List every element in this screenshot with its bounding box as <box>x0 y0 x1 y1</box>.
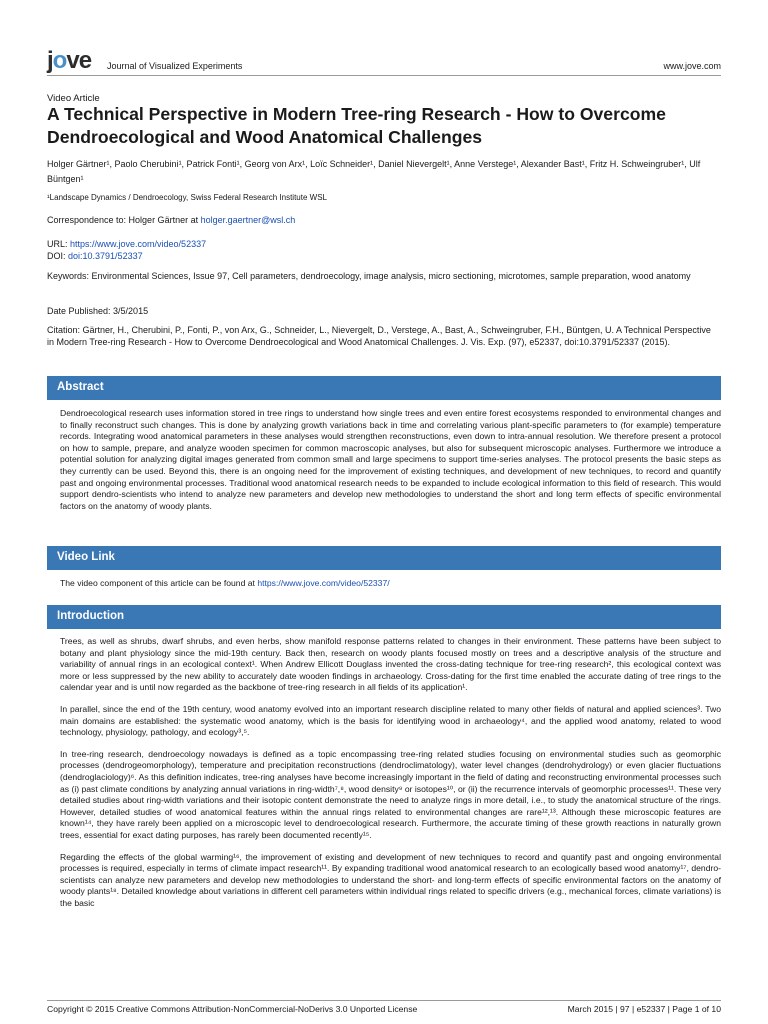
page-footer <box>47 1000 721 1014</box>
video-link-header: Video Link <box>47 546 721 570</box>
affiliation: ¹Landscape Dynamics / Dendroecology, Swiss Federal Research Institute WSL <box>47 193 327 202</box>
url-line: URL: https://www.jove.com/video/52337 <box>47 239 207 249</box>
article-type: Video Article <box>47 93 100 104</box>
date-published: Date Published: 3/5/2015 <box>47 306 149 316</box>
introduction-header: Introduction <box>47 605 721 629</box>
page-info: March 2015 | 97 | e52337 | Page 1 of 10 <box>567 1004 721 1014</box>
intro-paragraph-4: Regarding the effects of the global warming¹⁶, the improvement of existing and development of new techniques to record and quantify past and ongoing environmental processes is required, especially in terms of climate impact research¹¹. By expanding traditional wood anatomical research to an ecologically based wood anatomy¹⁷, dendro-scientists can analyze new parameters and develop new methodologies to understand the short- and long-term effects of specific environmental factors on the anatomy of woody plants¹⁸. Detailed knowledge about variations in different cell parameters within individual rings related to specific drivers (e.g., mechanical forces, climate variations) is the basic <box>60 851 721 908</box>
introduction-text <box>60 636 721 919</box>
abstract-header: Abstract <box>47 376 721 400</box>
citation: Citation: Gärtner, H., Cherubini, P., Fonti, P., von Arx, G., Schneider, L., Nievergelt, D., Verstege, A., Bast, A., Schweingruber, F.H., Büntgen, U. A Technical Perspective in Modern Tree-ring Research - How to Overcome Dendroecological and Wood Anatomical Challenges. J. Vis. Exp. (97), e52337, doi:10.3791/52337 (2015). <box>47 325 711 347</box>
copyright-notice: Copyright © 2015 Creative Commons Attribution-NonCommercial-NoDerivs 3.0 Unported License <box>47 1004 418 1014</box>
doi-line: DOI: doi:10.3791/52337 <box>47 251 143 261</box>
video-link-text: The video component of this article can be found at https://www.jove.com/video/52337/ <box>60 578 390 588</box>
jove-logo[interactable]: jove <box>47 47 92 74</box>
keywords: Keywords: Environmental Sciences, Issue 97, Cell parameters, dendroecology, image analysis, micro sectioning, microtomes, sample preparation, wood anatomy <box>47 271 691 281</box>
doi-link[interactable]: doi:10.3791/52337 <box>68 251 143 261</box>
journal-name: Journal of Visualized Experiments <box>107 61 243 71</box>
abstract-text: Dendroecological research uses information stored in tree rings to understand how single trees and even entire forest ecosystems responded to environmental changes and to finally reconstruct such changes. This is done by analyzing growth variations back in time and correlating various plant-specific parameters to (for example) temperature records. Integrating wood anatomical parameters in these analyses would strengthen reconstructions, even down to intra-annual resolution. We therefore present a protocol on how to sample, prepare, and analyze wooden specimen for common macroscopic analyses, but also for subsequent microscopic analyses. Furthermore we introduce a potential solution for analyzing digital images generated from common small and large specimens to support time-series analyses. The protocol presents the basic steps as they currently can be used. Beyond this, there is an ongoing need for the improvement of existing techniques, and development of new techniques, to record and quantify past and ongoing environmental processes. Traditional wood anatomical research needs to be expanded to include ecological information to this field of research. This would support dendro-scientists who intend to analyze new parameters and develop new methodologies to understand the short and long term effects of specific environmental factors on the anatomy of woody plants. <box>60 408 721 511</box>
article-title: A Technical Perspective in Modern Tree-ring Research - How to Overcome Dendroecological and Wood Anatomical Challenges <box>47 104 666 147</box>
video-url-link[interactable]: https://www.jove.com/video/52337/ <box>257 578 390 588</box>
intro-paragraph-1: Trees, as well as shrubs, dwarf shrubs, and even herbs, show manifold response patterns related to changes in their environment. These patterns have been subject to botany and plant physiology since the mid-19th century. Back then, research on woody plants focused mostly on trees and a descriptive analysis of the structure and variability of annual rings in an ecological context¹. When Andrew Ellicott Douglass invented the cross-dating technique for tree-ring research², this ecological context was more or less suppressed by the new ability to accurately date wooden findings in archaeology. Cross-dating for the first time enabled the accurate dating of tree rings to the calendar year and is until now regarded as the backbone of tree-ring research in all fields of its application¹. <box>60 636 721 693</box>
site-link[interactable]: www.jove.com <box>663 61 721 71</box>
correspondence: Correspondence to: Holger Gärtner at holger.gaertner@wsl.ch <box>47 215 296 225</box>
page-header <box>47 47 721 76</box>
author-list: Holger Gärtner¹, Paolo Cherubini¹, Patrick Fonti¹, Georg von Arx¹, Loïc Schneider¹, Daniel Nievergelt¹, Anne Verstege¹, Alexander Bast¹, Fritz H. Schweingruber¹, Ulf Büntgen¹ <box>47 159 701 184</box>
intro-paragraph-2: In parallel, since the end of the 19th century, wood anatomy evolved into an important research discipline related to many other fields of natural and applied sciences³. Two main domains are established: the systematic wood anatomy, which is the basis for identifying wood in archaeology⁴, and the applied wood anatomy, related to wood technology, physiology, pathology, and ecology³,⁵. <box>60 703 721 738</box>
article-url-link[interactable]: https://www.jove.com/video/52337 <box>70 239 207 249</box>
email-link[interactable]: holger.gaertner@wsl.ch <box>200 215 296 225</box>
intro-paragraph-3: In tree-ring research, dendroecology nowadays is defined as a topic encompassing tree-ring related studies focusing on environmental studies such as geomorphic processes (dendrogeomorphology), temperature and precipitation reconstructions (dendroclimatology), water level changes (dendrohydrology) or even glacier fluctuations (dendroglaciology)⁶. As this definition indicates, tree-ring analyses have become increasingly important in the field of dating and reconstructing environmental processes such as (i) past climate conditions by analyzing annual variations in ring-width⁷,⁸, wood density⁹ or isotopes¹⁰, or (ii) the recurrence intervals of geomorphic processes¹¹. These very detailed studies about ring-width variations and their isotopic content demonstrate the need to analyze rings in more detail, i.e., to study the anatomical structure of the rings. However, detailed studies of wood anatomical features within the annual rings related to environmental changes are rare¹²,¹³. Although these microscopic features are known¹⁴, they have rarely been applied on a microscopic level to dendroecological research. Furthermore, the accurate timing of these growth reactions in naturally grown trees, essential for exact dating purposes, has rarely been documented recently¹⁵. <box>60 748 721 840</box>
